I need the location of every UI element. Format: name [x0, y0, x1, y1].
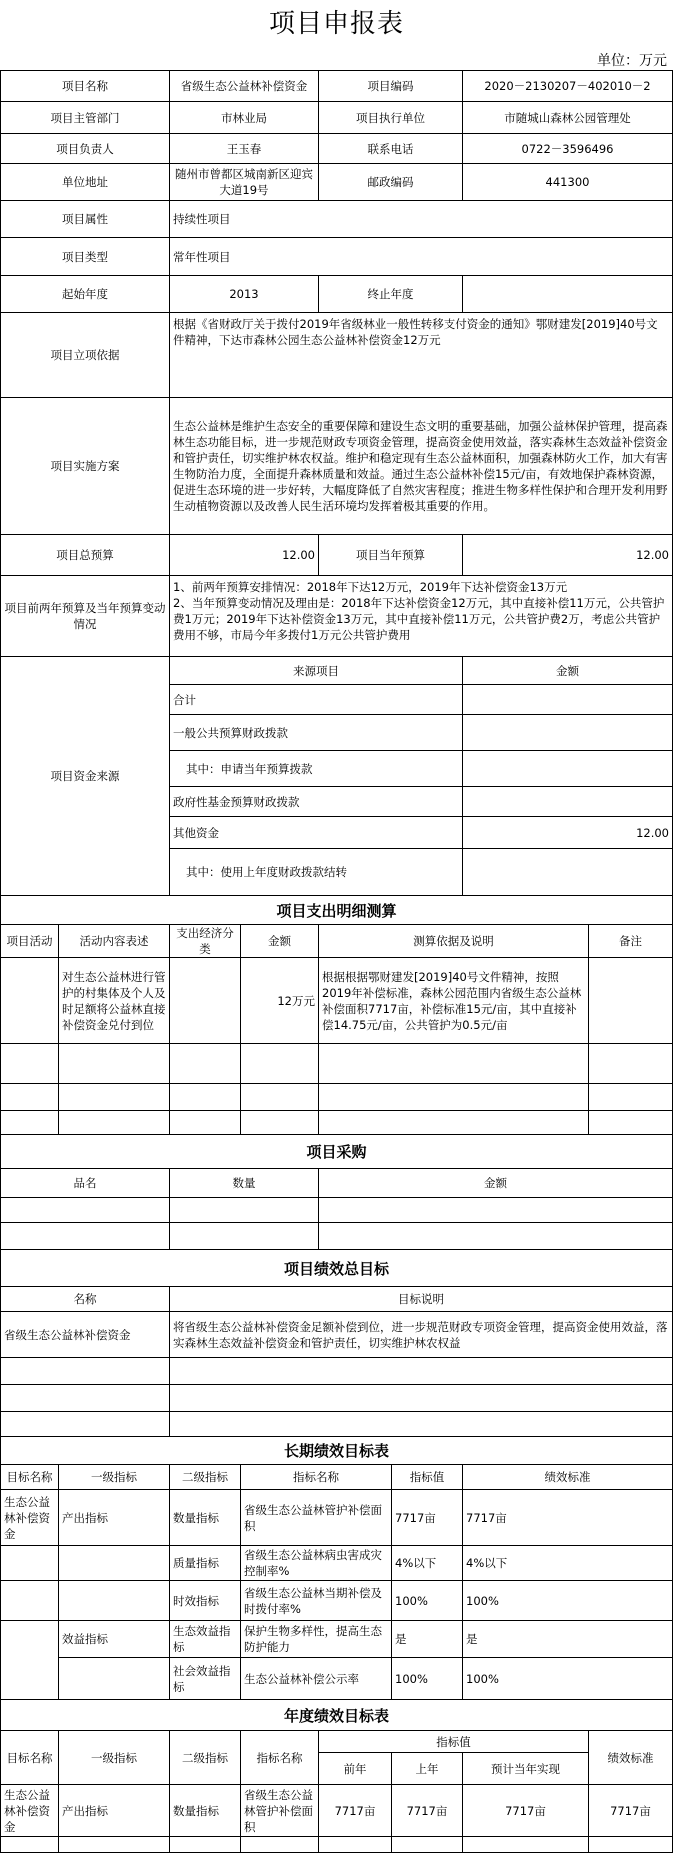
expense-cell — [240, 1110, 319, 1135]
purchase-h-amount: 金额 — [318, 1168, 673, 1198]
lt-standard: 7717亩 — [462, 1489, 673, 1546]
perf-cell — [169, 1357, 673, 1385]
expense-content: 对生态公益林进行管护的村集体及个人及时足额将公益林直接补偿资金兑付到位 — [58, 957, 170, 1044]
lt-value: 4%以下 — [391, 1545, 463, 1581]
expense-cell — [0, 1043, 59, 1084]
lt-cell — [0, 1580, 59, 1621]
an-h-name: 指标名称 — [240, 1730, 319, 1785]
perf-name: 省级生态公益林补偿资金 — [0, 1311, 170, 1358]
lt-h-goal: 目标名称 — [0, 1464, 59, 1490]
lt-l1-benefit: 效益指标 — [58, 1620, 170, 1658]
perf-title: 项目绩效总目标 — [0, 1249, 673, 1287]
lt-standard: 4%以下 — [462, 1545, 673, 1581]
annual-title: 年度绩效目标表 — [0, 1699, 673, 1731]
lt-standard: 100% — [462, 1580, 673, 1621]
lt-h-val: 指标值 — [391, 1464, 463, 1490]
expense-cell — [58, 1043, 170, 1084]
lt-cell — [58, 1545, 170, 1581]
expense-cell — [588, 1043, 673, 1084]
funds-label: 项目资金来源 — [0, 656, 170, 896]
change-label: 项目前两年预算及当年预算变动情况 — [0, 575, 170, 657]
expense-cell — [240, 1043, 319, 1084]
owner-label: 项目负责人 — [0, 133, 170, 164]
an-h-goal: 目标名称 — [0, 1730, 59, 1785]
an-h-l1: 一级指标 — [58, 1730, 170, 1785]
addr-label: 单位地址 — [0, 163, 170, 201]
expense-cell — [169, 957, 241, 1044]
expense-cell — [588, 1083, 673, 1111]
lt-h-l2: 二级指标 — [169, 1464, 241, 1490]
page-title: 项目申报表 — [268, 9, 404, 39]
lt-indicator: 省级生态公益林病虫害成灾控制率% — [240, 1545, 392, 1581]
purchase-cell — [318, 1197, 673, 1223]
funds-row-gov-fund-amount — [462, 786, 673, 817]
expense-cell — [0, 1110, 59, 1135]
basis-label: 项目立项依据 — [0, 312, 170, 398]
expense-h-activity: 项目活动 — [0, 924, 59, 958]
expense-amount: 12万元 — [240, 957, 319, 1044]
lt-cell — [0, 1620, 59, 1700]
an-h-last: 上年 — [391, 1752, 463, 1785]
lt-h-l1: 一级指标 — [58, 1464, 170, 1490]
basis-value: 根据《省财政厅关于拨付2019年省级林业一般性转移支付资金的通知》鄂财建发[2019]40号文件精神，下达市森林公园生态公益林补偿资金12万元 — [169, 312, 673, 398]
phone-label: 联系电话 — [318, 133, 463, 164]
end-label: 终止年度 — [318, 275, 463, 313]
expense-h-content: 活动内容表述 — [58, 924, 170, 958]
lt-h-name: 指标名称 — [240, 1464, 392, 1490]
expense-cell — [58, 1083, 170, 1111]
expense-cell — [169, 1110, 241, 1135]
expense-h-desc: 测算依据及说明 — [318, 924, 589, 958]
an-l1: 产出指标 — [58, 1784, 170, 1837]
purchase-title: 项目采购 — [0, 1134, 673, 1169]
lt-value: 7717亩 — [391, 1489, 463, 1546]
attr-label: 项目属性 — [0, 200, 170, 238]
phone-value: 0722－3596496 — [462, 133, 673, 164]
an-goal: 生态公益林补偿资金 — [0, 1784, 59, 1837]
longterm-title: 长期绩效目标表 — [0, 1436, 673, 1465]
an-h-l2: 二级指标 — [169, 1730, 241, 1785]
expense-h-class: 支出经济分类 — [169, 924, 241, 958]
funds-row-current-amount — [462, 750, 673, 787]
exec-value: 市随城山森林公园管理处 — [462, 101, 673, 134]
end-value — [462, 275, 673, 313]
year-value: 12.00 — [462, 534, 673, 576]
lt-l2: 数量指标 — [169, 1489, 241, 1546]
lt-goal: 生态公益林补偿资金 — [0, 1489, 59, 1546]
expense-cell — [0, 1083, 59, 1111]
start-label: 起始年度 — [0, 275, 170, 313]
an-cell — [462, 1836, 589, 1853]
funds-header-amount: 金额 — [462, 656, 673, 685]
funds-header-source: 来源项目 — [169, 656, 463, 685]
name-value: 省级生态公益林补偿资金 — [169, 70, 319, 102]
expense-cell — [318, 1043, 589, 1084]
funds-row-total: 合计 — [169, 684, 463, 715]
unit-label: 单位：万元 — [597, 53, 667, 69]
dept-value: 市林业局 — [169, 101, 319, 134]
expense-h-amount: 金额 — [240, 924, 319, 958]
an-prev: 7717亩 — [318, 1784, 392, 1837]
funds-row-other-amount: 12.00 — [462, 816, 673, 849]
perf-cell — [169, 1384, 673, 1412]
type-label: 项目类型 — [0, 237, 170, 276]
expense-cell — [169, 1083, 241, 1111]
an-cell — [0, 1836, 59, 1853]
expense-title: 项目支出明细测算 — [0, 895, 673, 925]
expense-cell — [588, 1110, 673, 1135]
an-cell — [169, 1836, 241, 1853]
start-value: 2013 — [169, 275, 319, 313]
funds-row-total-amount — [462, 684, 673, 715]
funds-row-other: 其他资金 — [169, 816, 463, 849]
year-label: 项目当年预算 — [318, 534, 463, 576]
type-value: 常年性项目 — [169, 237, 673, 276]
an-h-std: 绩效标准 — [588, 1730, 673, 1785]
an-std: 7717亩 — [588, 1784, 673, 1837]
lt-indicator: 省级生态公益林管护补偿面积 — [240, 1489, 392, 1546]
an-h-prev: 前年 — [318, 1752, 392, 1785]
lt-standard: 是 — [462, 1620, 673, 1658]
lt-indicator: 生态公益林补偿公示率 — [240, 1657, 392, 1700]
funds-row-carryover: 其中：使用上年度财政拨款结转 — [169, 848, 463, 896]
lt-cell — [58, 1580, 170, 1621]
perf-h-desc: 目标说明 — [169, 1286, 673, 1312]
perf-cell — [0, 1411, 170, 1437]
an-h-value: 指标值 — [318, 1730, 589, 1753]
lt-standard: 100% — [462, 1657, 673, 1700]
funds-row-gov-fund: 政府性基金预算财政拨款 — [169, 786, 463, 817]
zip-label: 邮政编码 — [318, 163, 463, 201]
name-label: 项目名称 — [0, 70, 170, 102]
perf-cell — [0, 1384, 170, 1412]
owner-value: 王玉春 — [169, 133, 319, 164]
expense-cell — [169, 1043, 241, 1084]
lt-value: 100% — [391, 1657, 463, 1700]
code-value: 2020－2130207－402010－2 — [462, 70, 673, 102]
perf-desc: 将省级生态公益林补偿资金足额补偿到位，进一步规范财政专项资金管理，提高资金使用效益，落实森林生态效益补偿资金和管护责任，切实维护林农权益 — [169, 1311, 673, 1358]
expense-cell — [318, 1110, 589, 1135]
expense-cell — [240, 1083, 319, 1111]
purchase-cell — [169, 1222, 319, 1250]
expense-desc: 根据根据鄂财建发[2019]40号文件精神，按照2019年补偿标准，森林公园范围内省级生态公益林补偿面积7717亩，补偿标准15元/亩，其中直接补偿14.75元/亩，公共管护为0.5元/亩 — [318, 957, 589, 1044]
dept-label: 项目主管部门 — [0, 101, 170, 134]
an-cell — [240, 1836, 319, 1853]
funds-row-current: 其中：申请当年预算拨款 — [169, 750, 463, 787]
an-last: 7717亩 — [391, 1784, 463, 1837]
purchase-cell — [0, 1222, 170, 1250]
total-value: 12.00 — [169, 534, 319, 576]
an-current: 7717亩 — [462, 1784, 589, 1837]
perf-cell — [169, 1411, 673, 1437]
plan-value: 生态公益林是维护生态安全的重要保障和建设生态文明的重要基础，加强公益林保护管理，提高森林生态功能目标，进一步规范财政专项资金管理，提高资金使用效益，落实森林生态效益补偿资金和管护责任，切实维护林农权益。维护和稳定现有生态公益林面积，加强森林防火工作，加大有害生物防治力度，全面提升森林质量和效益。通过生态公益林补偿15元/亩，有效地保护森林资源，促进生态环境的进一步好转，大幅度降低了自然灾害程度；推进生物多样性保护和合理开发利用野生动植物资源以及改善人民生活环境均发挥着极其重要的作用。 — [169, 397, 673, 535]
funds-row-general-amount — [462, 714, 673, 751]
funds-row-carryover-amount — [462, 848, 673, 896]
lt-cell — [58, 1657, 170, 1700]
total-label: 项目总预算 — [0, 534, 170, 576]
purchase-cell — [318, 1222, 673, 1250]
purchase-cell — [169, 1197, 319, 1223]
an-indicator: 省级生态公益林管护补偿面积 — [240, 1784, 319, 1837]
lt-value: 是 — [391, 1620, 463, 1658]
lt-cell — [0, 1545, 59, 1581]
attr-value: 持续性项目 — [169, 200, 673, 238]
lt-l2: 质量指标 — [169, 1545, 241, 1581]
plan-label: 项目实施方案 — [0, 397, 170, 535]
lt-value: 100% — [391, 1580, 463, 1621]
expense-cell — [0, 957, 59, 1044]
an-l2: 数量指标 — [169, 1784, 241, 1837]
lt-l2: 社会效益指标 — [169, 1657, 241, 1700]
lt-l2: 生态效益指标 — [169, 1620, 241, 1658]
funds-row-general: 一般公共预算财政拨款 — [169, 714, 463, 751]
perf-cell — [0, 1357, 170, 1385]
purchase-h-name: 品名 — [0, 1168, 170, 1198]
expense-cell — [58, 1110, 170, 1135]
expense-cell — [588, 957, 673, 1044]
perf-h-name: 名称 — [0, 1286, 170, 1312]
lt-l1-output: 产出指标 — [58, 1489, 170, 1546]
expense-cell — [318, 1083, 589, 1111]
lt-indicator: 省级生态公益林当期补偿及时拨付率% — [240, 1580, 392, 1621]
lt-l2: 时效指标 — [169, 1580, 241, 1621]
lt-h-std: 绩效标准 — [462, 1464, 673, 1490]
an-cell — [58, 1836, 170, 1853]
purchase-cell — [0, 1197, 170, 1223]
code-label: 项目编码 — [318, 70, 463, 102]
addr-value: 随州市曾都区城南新区迎宾大道19号 — [169, 163, 319, 201]
zip-value: 441300 — [462, 163, 673, 201]
an-h-current: 预计当年实现 — [462, 1752, 589, 1785]
an-cell — [318, 1836, 392, 1853]
change-value: 1、前两年预算安排情况：2018年下达12万元，2019年下达补偿资金13万元 2、当年预算变动情况及理由是：2018年下达补偿资金12万元，其中直接补偿11万元，公共管护费1万元；2019年下达补偿资金13万元，其中直接补偿11万元，公共管护费2万，考虑公共管护费用不够，市局今年多拨付1万元公共管护费用 — [169, 575, 673, 657]
an-cell — [391, 1836, 463, 1853]
an-cell — [588, 1836, 673, 1853]
exec-label: 项目执行单位 — [318, 101, 463, 134]
purchase-h-qty: 数量 — [169, 1168, 319, 1198]
lt-indicator: 保护生物多样性，提高生态防护能力 — [240, 1620, 392, 1658]
expense-h-note: 备注 — [588, 924, 673, 958]
